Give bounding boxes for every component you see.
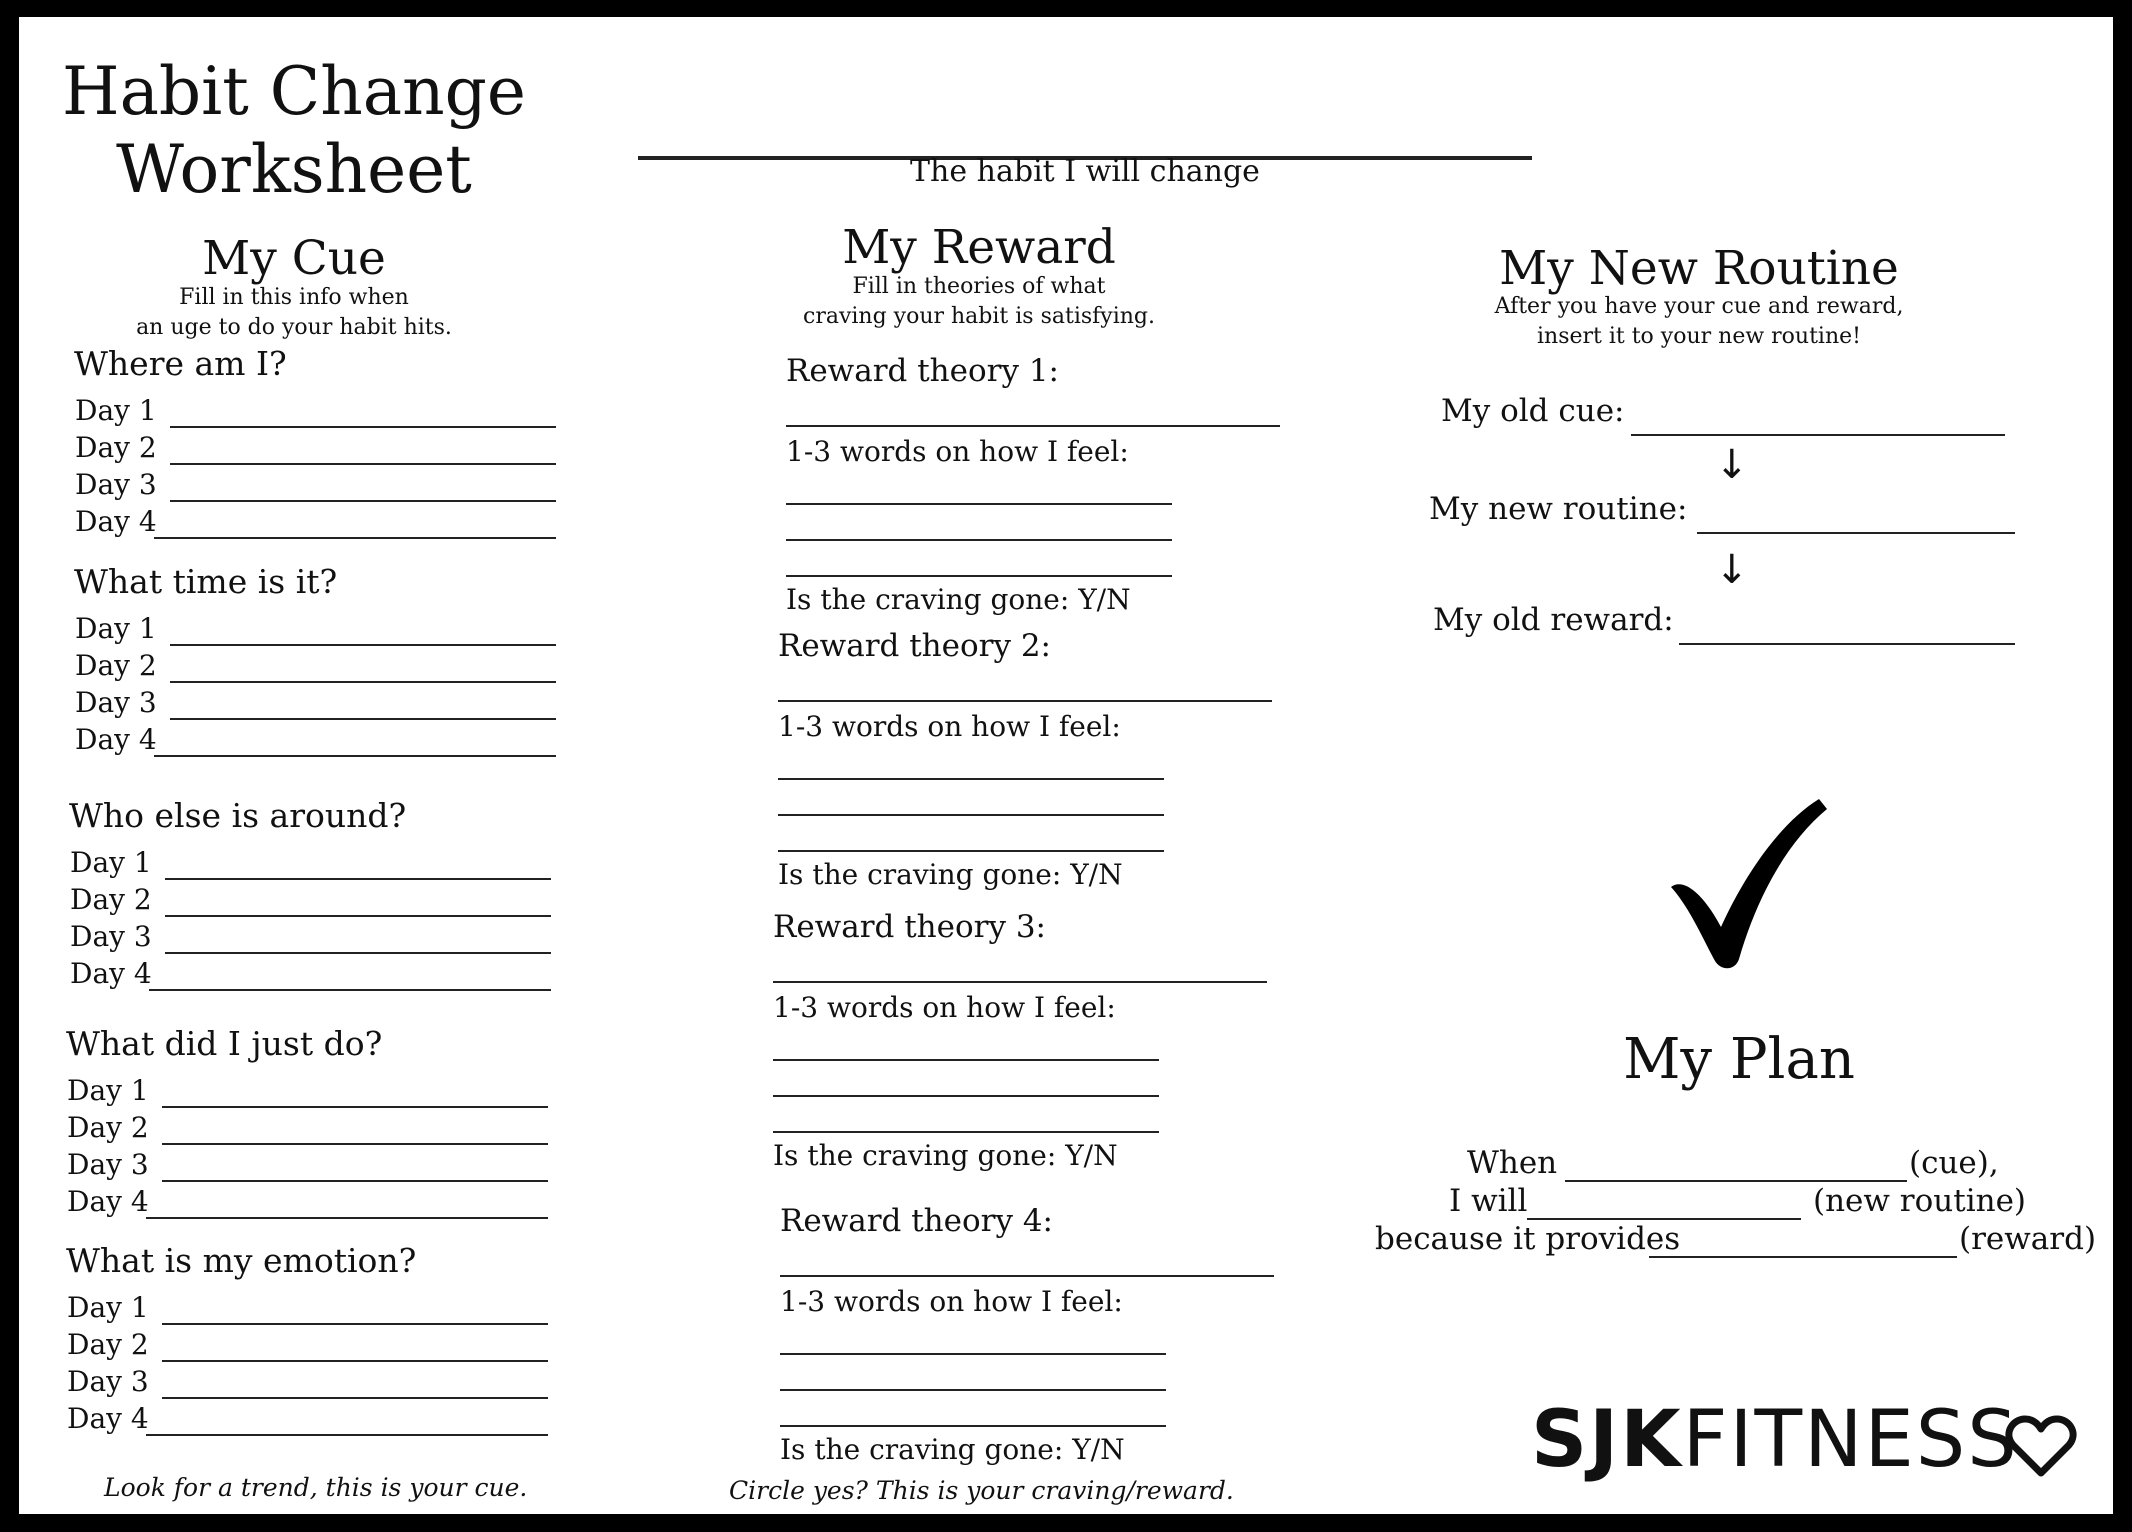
- arrow-down-icon: ↓: [1715, 547, 1749, 593]
- reward-sub-line-2: craving your habit is satisfying.: [803, 304, 1155, 329]
- day-label: Day 2: [67, 1328, 149, 1361]
- day-answer-line[interactable]: [170, 426, 556, 428]
- day-label: Day 4: [75, 505, 157, 538]
- reward-theory-title: Reward theory 1:: [786, 353, 1060, 389]
- new-routine-line[interactable]: [1697, 532, 2015, 534]
- reward-answer-line[interactable]: [780, 1425, 1166, 1427]
- day-answer-line[interactable]: [165, 952, 551, 954]
- cue-subtitle: [94, 283, 494, 343]
- craving-gone-label: Is the craving gone: Y/N: [786, 583, 1131, 616]
- day-label: Day 1: [75, 394, 157, 427]
- cue-sub-line-2: an uge to do your habit hits.: [136, 315, 452, 340]
- cue-footer: Look for a trend, this is your cue.: [104, 1473, 528, 1502]
- reward-answer-line[interactable]: [786, 539, 1172, 541]
- heart-icon: [2005, 1415, 2077, 1479]
- day-answer-line[interactable]: [170, 463, 556, 465]
- feel-label: 1-3 words on how I feel:: [778, 710, 1121, 743]
- brand-logo: [1531, 1395, 2019, 1485]
- day-answer-line[interactable]: [165, 878, 551, 880]
- reward-theory-title: Reward theory 4:: [780, 1203, 1054, 1239]
- craving-gone-label: Is the craving gone: Y/N: [773, 1139, 1118, 1172]
- day-label: Day 4: [75, 723, 157, 756]
- feel-label: 1-3 words on how I feel:: [780, 1285, 1123, 1318]
- plan-reward-line[interactable]: [1649, 1256, 1957, 1258]
- day-answer-line[interactable]: [162, 1360, 548, 1362]
- day-answer-line[interactable]: [146, 1217, 548, 1219]
- day-answer-line[interactable]: [162, 1106, 548, 1108]
- day-answer-line[interactable]: [170, 718, 556, 720]
- day-answer-line[interactable]: [146, 1434, 548, 1436]
- day-answer-line[interactable]: [170, 500, 556, 502]
- day-label: Day 2: [75, 649, 157, 682]
- routine-sub-line-1: After you have your cue and reward,: [1494, 294, 1904, 319]
- reward-answer-line[interactable]: [780, 1275, 1274, 1277]
- plan-cue-line[interactable]: [1565, 1180, 1907, 1182]
- reward-answer-line[interactable]: [778, 778, 1164, 780]
- plan-routine-line[interactable]: [1527, 1218, 1801, 1220]
- day-answer-line[interactable]: [170, 644, 556, 646]
- cue-question: Where am I?: [74, 344, 287, 383]
- day-answer-line[interactable]: [149, 989, 551, 991]
- reward-answer-line[interactable]: [773, 981, 1267, 983]
- day-label: Day 2: [67, 1111, 149, 1144]
- day-label: Day 3: [75, 468, 157, 501]
- arrow-down-icon: ↓: [1715, 442, 1749, 488]
- cue-question: Who else is around?: [69, 796, 407, 835]
- old-cue-line[interactable]: [1631, 434, 2005, 436]
- cue-heading: My Cue: [202, 231, 386, 286]
- day-label: Day 3: [67, 1365, 149, 1398]
- reward-theory-title: Reward theory 3:: [773, 909, 1047, 945]
- reward-heading: My Reward: [842, 220, 1116, 275]
- day-answer-line[interactable]: [162, 1180, 548, 1182]
- logo-light-text: FITNESS: [1682, 1395, 2019, 1485]
- day-label: Day 1: [75, 612, 157, 645]
- reward-footer: Circle yes? This is your craving/reward.: [729, 1476, 1234, 1505]
- cue-question: What did I just do?: [66, 1024, 383, 1063]
- old-cue-label: My old cue:: [1441, 393, 1625, 429]
- cue-sub-line-1: Fill in this info when: [179, 285, 409, 310]
- reward-theory-title: Reward theory 2:: [778, 628, 1052, 664]
- day-answer-line[interactable]: [162, 1323, 548, 1325]
- reward-answer-line[interactable]: [778, 700, 1272, 702]
- plan-heading: My Plan: [1623, 1027, 1855, 1092]
- plan-reward-label: (reward): [1959, 1221, 2097, 1257]
- day-label: Day 2: [70, 883, 152, 916]
- plan-i-will: I will: [1449, 1183, 1528, 1219]
- reward-answer-line[interactable]: [778, 850, 1164, 852]
- routine-sub-line-2: insert it to your new routine!: [1536, 324, 1862, 349]
- reward-answer-line[interactable]: [773, 1095, 1159, 1097]
- old-reward-label: My old reward:: [1433, 602, 1674, 638]
- feel-label: 1-3 words on how I feel:: [786, 435, 1129, 468]
- reward-sub-line-1: Fill in theories of what: [852, 274, 1106, 299]
- day-label: Day 4: [67, 1185, 149, 1218]
- worksheet: [19, 17, 2113, 1514]
- day-answer-line[interactable]: [154, 537, 556, 539]
- day-label: Day 1: [70, 846, 152, 879]
- reward-subtitle: [779, 272, 1179, 332]
- day-answer-line[interactable]: [170, 681, 556, 683]
- day-label: Day 4: [67, 1402, 149, 1435]
- craving-gone-label: Is the craving gone: Y/N: [778, 858, 1123, 891]
- feel-label: 1-3 words on how I feel:: [773, 991, 1116, 1024]
- new-routine-label: My new routine:: [1429, 491, 1688, 527]
- plan-cue-label: (cue),: [1909, 1145, 1999, 1181]
- day-label: Day 4: [70, 957, 152, 990]
- reward-answer-line[interactable]: [786, 425, 1280, 427]
- day-label: Day 3: [75, 686, 157, 719]
- day-label: Day 1: [67, 1291, 149, 1324]
- title-line-1: Habit Change: [62, 53, 526, 130]
- plan-because: because it provides: [1375, 1221, 1681, 1257]
- old-reward-line[interactable]: [1679, 643, 2015, 645]
- title-line-2: Worksheet: [116, 131, 472, 208]
- plan-when: When: [1467, 1145, 1558, 1181]
- cue-question: What time is it?: [74, 562, 338, 601]
- reward-answer-line[interactable]: [773, 1059, 1159, 1061]
- logo-bold-text: SJK: [1531, 1395, 1683, 1485]
- reward-answer-line[interactable]: [780, 1389, 1166, 1391]
- day-answer-line[interactable]: [162, 1397, 548, 1399]
- reward-answer-line[interactable]: [786, 503, 1172, 505]
- day-answer-line[interactable]: [165, 915, 551, 917]
- day-label: Day 3: [67, 1148, 149, 1181]
- day-answer-line[interactable]: [162, 1143, 548, 1145]
- cue-question: What is my emotion?: [66, 1241, 417, 1280]
- reward-answer-line[interactable]: [773, 1131, 1159, 1133]
- day-label: Day 3: [70, 920, 152, 953]
- craving-gone-label: Is the craving gone: Y/N: [780, 1433, 1125, 1466]
- page-title: [34, 53, 554, 209]
- plan-routine-label: (new routine): [1813, 1183, 2027, 1219]
- checkmark-icon: [1659, 777, 1839, 977]
- habit-caption: The habit I will change: [910, 154, 1260, 189]
- day-answer-line[interactable]: [154, 755, 556, 757]
- reward-answer-line[interactable]: [786, 575, 1172, 577]
- routine-heading: My New Routine: [1499, 241, 1899, 296]
- routine-subtitle: [1449, 292, 1949, 352]
- reward-answer-line[interactable]: [778, 814, 1164, 816]
- reward-answer-line[interactable]: [780, 1353, 1166, 1355]
- day-label: Day 2: [75, 431, 157, 464]
- day-label: Day 1: [67, 1074, 149, 1107]
